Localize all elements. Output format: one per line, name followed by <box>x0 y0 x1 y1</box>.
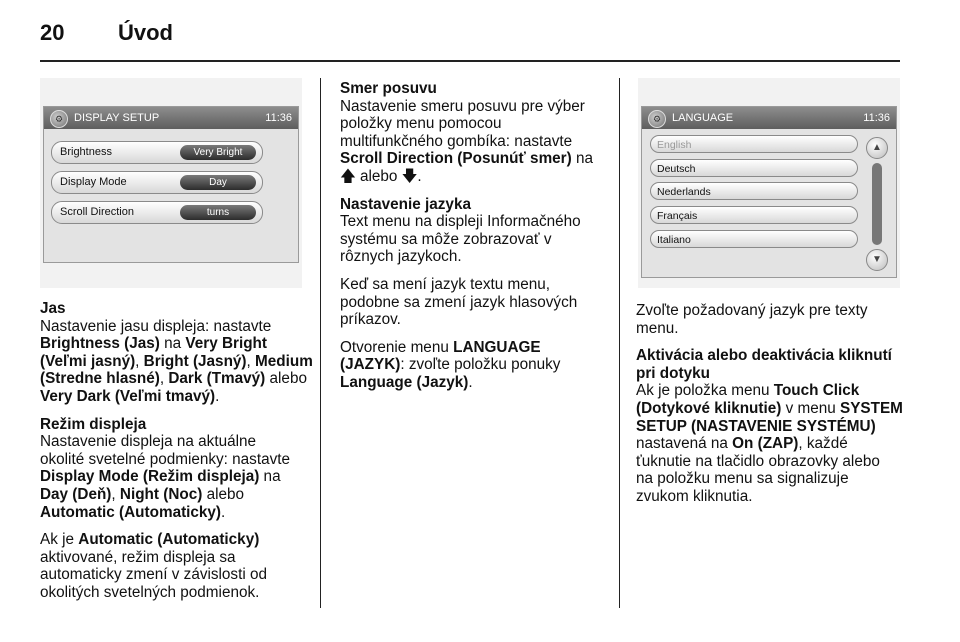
scrollbar <box>866 137 888 271</box>
column-divider <box>619 78 620 608</box>
screen-clock: 11:36 <box>863 112 890 124</box>
paragraph-line: (Veľmi jasný), Bright (Jasný), Medium <box>40 352 313 370</box>
screen-title-bar <box>642 107 896 129</box>
paragraph-line: Nastavenie displeja na aktuálne <box>40 433 257 451</box>
paragraph: Nastavenie jasu displeja: nastavte Brightness (Jas) na Very Bright <box>40 317 272 353</box>
language-item: Deutsch <box>650 159 858 177</box>
section-heading: Režim displeja <box>40 415 147 433</box>
paragraph-line: Language (Jazyk). <box>340 373 473 391</box>
row-label: Scroll Direction <box>60 206 134 218</box>
section-heading: pri dotyku <box>636 364 710 382</box>
display-mode-row <box>51 171 263 194</box>
scroll-direction-row <box>51 201 263 224</box>
paragraph-line: 🡅 alebo 🡇. <box>340 167 422 185</box>
paragraph-line: (Dotykové kliknutie) v menu SYSTEM <box>636 399 903 417</box>
paragraph-line: SETUP (NASTAVENIE SYSTÉMU) <box>636 417 876 435</box>
scroll-down-icon: ▼ <box>866 249 888 271</box>
right-column <box>636 302 906 506</box>
paragraph-line: Automatic (Automaticky). <box>40 503 226 521</box>
paragraph-line: položky menu pomocou <box>340 115 502 133</box>
language-item: Nederlands <box>650 182 858 200</box>
chapter-title: Úvod <box>118 20 173 45</box>
language-item: English <box>650 135 858 153</box>
paragraph-line: Day (Deň), Night (Noc) alebo <box>40 485 245 503</box>
language-item: Français <box>650 206 858 224</box>
paragraph-line: Very Dark (Veľmi tmavý). <box>40 387 220 405</box>
paragraph-line: Nastavenie smeru posuvu pre výber <box>340 97 585 115</box>
paragraph-line: ťuknutie na tlačidlo obrazovky alebo <box>636 452 880 470</box>
screen-title: DISPLAY SETUP <box>74 112 160 124</box>
paragraph-line: zvukom kliknutia. <box>636 487 753 505</box>
display-setup-screen <box>43 106 299 263</box>
paragraph-line: Ak je položka menu Touch Click <box>636 382 860 400</box>
row-value: Very Bright <box>180 145 256 160</box>
screen-title: LANGUAGE <box>672 112 734 124</box>
row-label: Display Mode <box>60 176 127 188</box>
left-column <box>40 300 315 602</box>
brightness-row <box>51 141 263 164</box>
paragraph-line: rôznych jazykoch. <box>340 248 462 266</box>
scroll-up-icon: ▲ <box>866 137 888 159</box>
paragraph-line: Ak je Automatic (Automaticky) <box>40 531 260 549</box>
language-figure <box>638 78 900 288</box>
paragraph-line: systému sa môže zobrazovať v <box>340 230 552 248</box>
paragraph-line: Text menu na displeji Informačného <box>340 213 581 231</box>
scroll-track <box>872 163 882 245</box>
arrow-up-icon: 🡅 <box>340 167 356 185</box>
paragraph-line: Zvoľte požadovaný jazyk pre texty <box>636 302 868 319</box>
paragraph-line: Otvorenie menu LANGUAGE <box>340 338 541 356</box>
display-setup-figure <box>40 78 302 288</box>
column-divider <box>320 78 321 608</box>
home-icon: ⚙ <box>50 110 68 128</box>
paragraph-line: okolitých svetelných podmienok. <box>40 583 260 601</box>
paragraph-line: menu. <box>636 319 679 337</box>
section-heading: Smer posuvu <box>340 80 437 97</box>
section-heading: Jas <box>40 300 66 317</box>
paragraph-line: Keď sa mení jazyk textu menu, <box>340 275 551 293</box>
paragraph-line: na položku menu sa signalizuje <box>636 470 849 488</box>
screen-clock: 11:36 <box>265 112 292 124</box>
paragraph-line: Scroll Direction (Posunúť smer) na <box>340 150 593 168</box>
screen-title-bar <box>44 107 298 129</box>
paragraph-line: (Stredne hlasné), Dark (Tmavý) alebo <box>40 370 307 388</box>
paragraph-line: multifunkčného gombíka: nastavte <box>340 132 573 150</box>
section-heading: Aktivácia alebo deaktivácia kliknutí <box>636 347 892 365</box>
language-item: Italiano <box>650 230 858 248</box>
row-value: Day <box>180 175 256 190</box>
arrow-down-icon: 🡇 <box>401 167 418 185</box>
row-label: Brightness <box>60 146 112 158</box>
paragraph-line: (JAZYK): zvoľte položku ponuky <box>340 356 561 374</box>
paragraph-line: podobne sa zmení jazyk hlasových <box>340 293 578 311</box>
paragraph-line: aktivované, režim displeja sa <box>40 548 236 566</box>
header-rule <box>40 60 900 62</box>
paragraph-line: Display Mode (Režim displeja) na <box>40 468 281 486</box>
paragraph-line: automaticky zmení v závislosti od <box>40 566 267 584</box>
page-number: 20 <box>40 20 65 45</box>
paragraph-line: okolité svetelné podmienky: nastavte <box>40 450 290 468</box>
language-screen <box>641 106 897 278</box>
middle-column <box>340 80 615 392</box>
home-icon: ⚙ <box>648 110 666 128</box>
row-value: turns <box>180 205 256 220</box>
section-heading: Nastavenie jazyka <box>340 195 471 213</box>
paragraph-line: nastavená na On (ZAP), každé <box>636 435 848 453</box>
paragraph-line: príkazov. <box>340 311 401 329</box>
